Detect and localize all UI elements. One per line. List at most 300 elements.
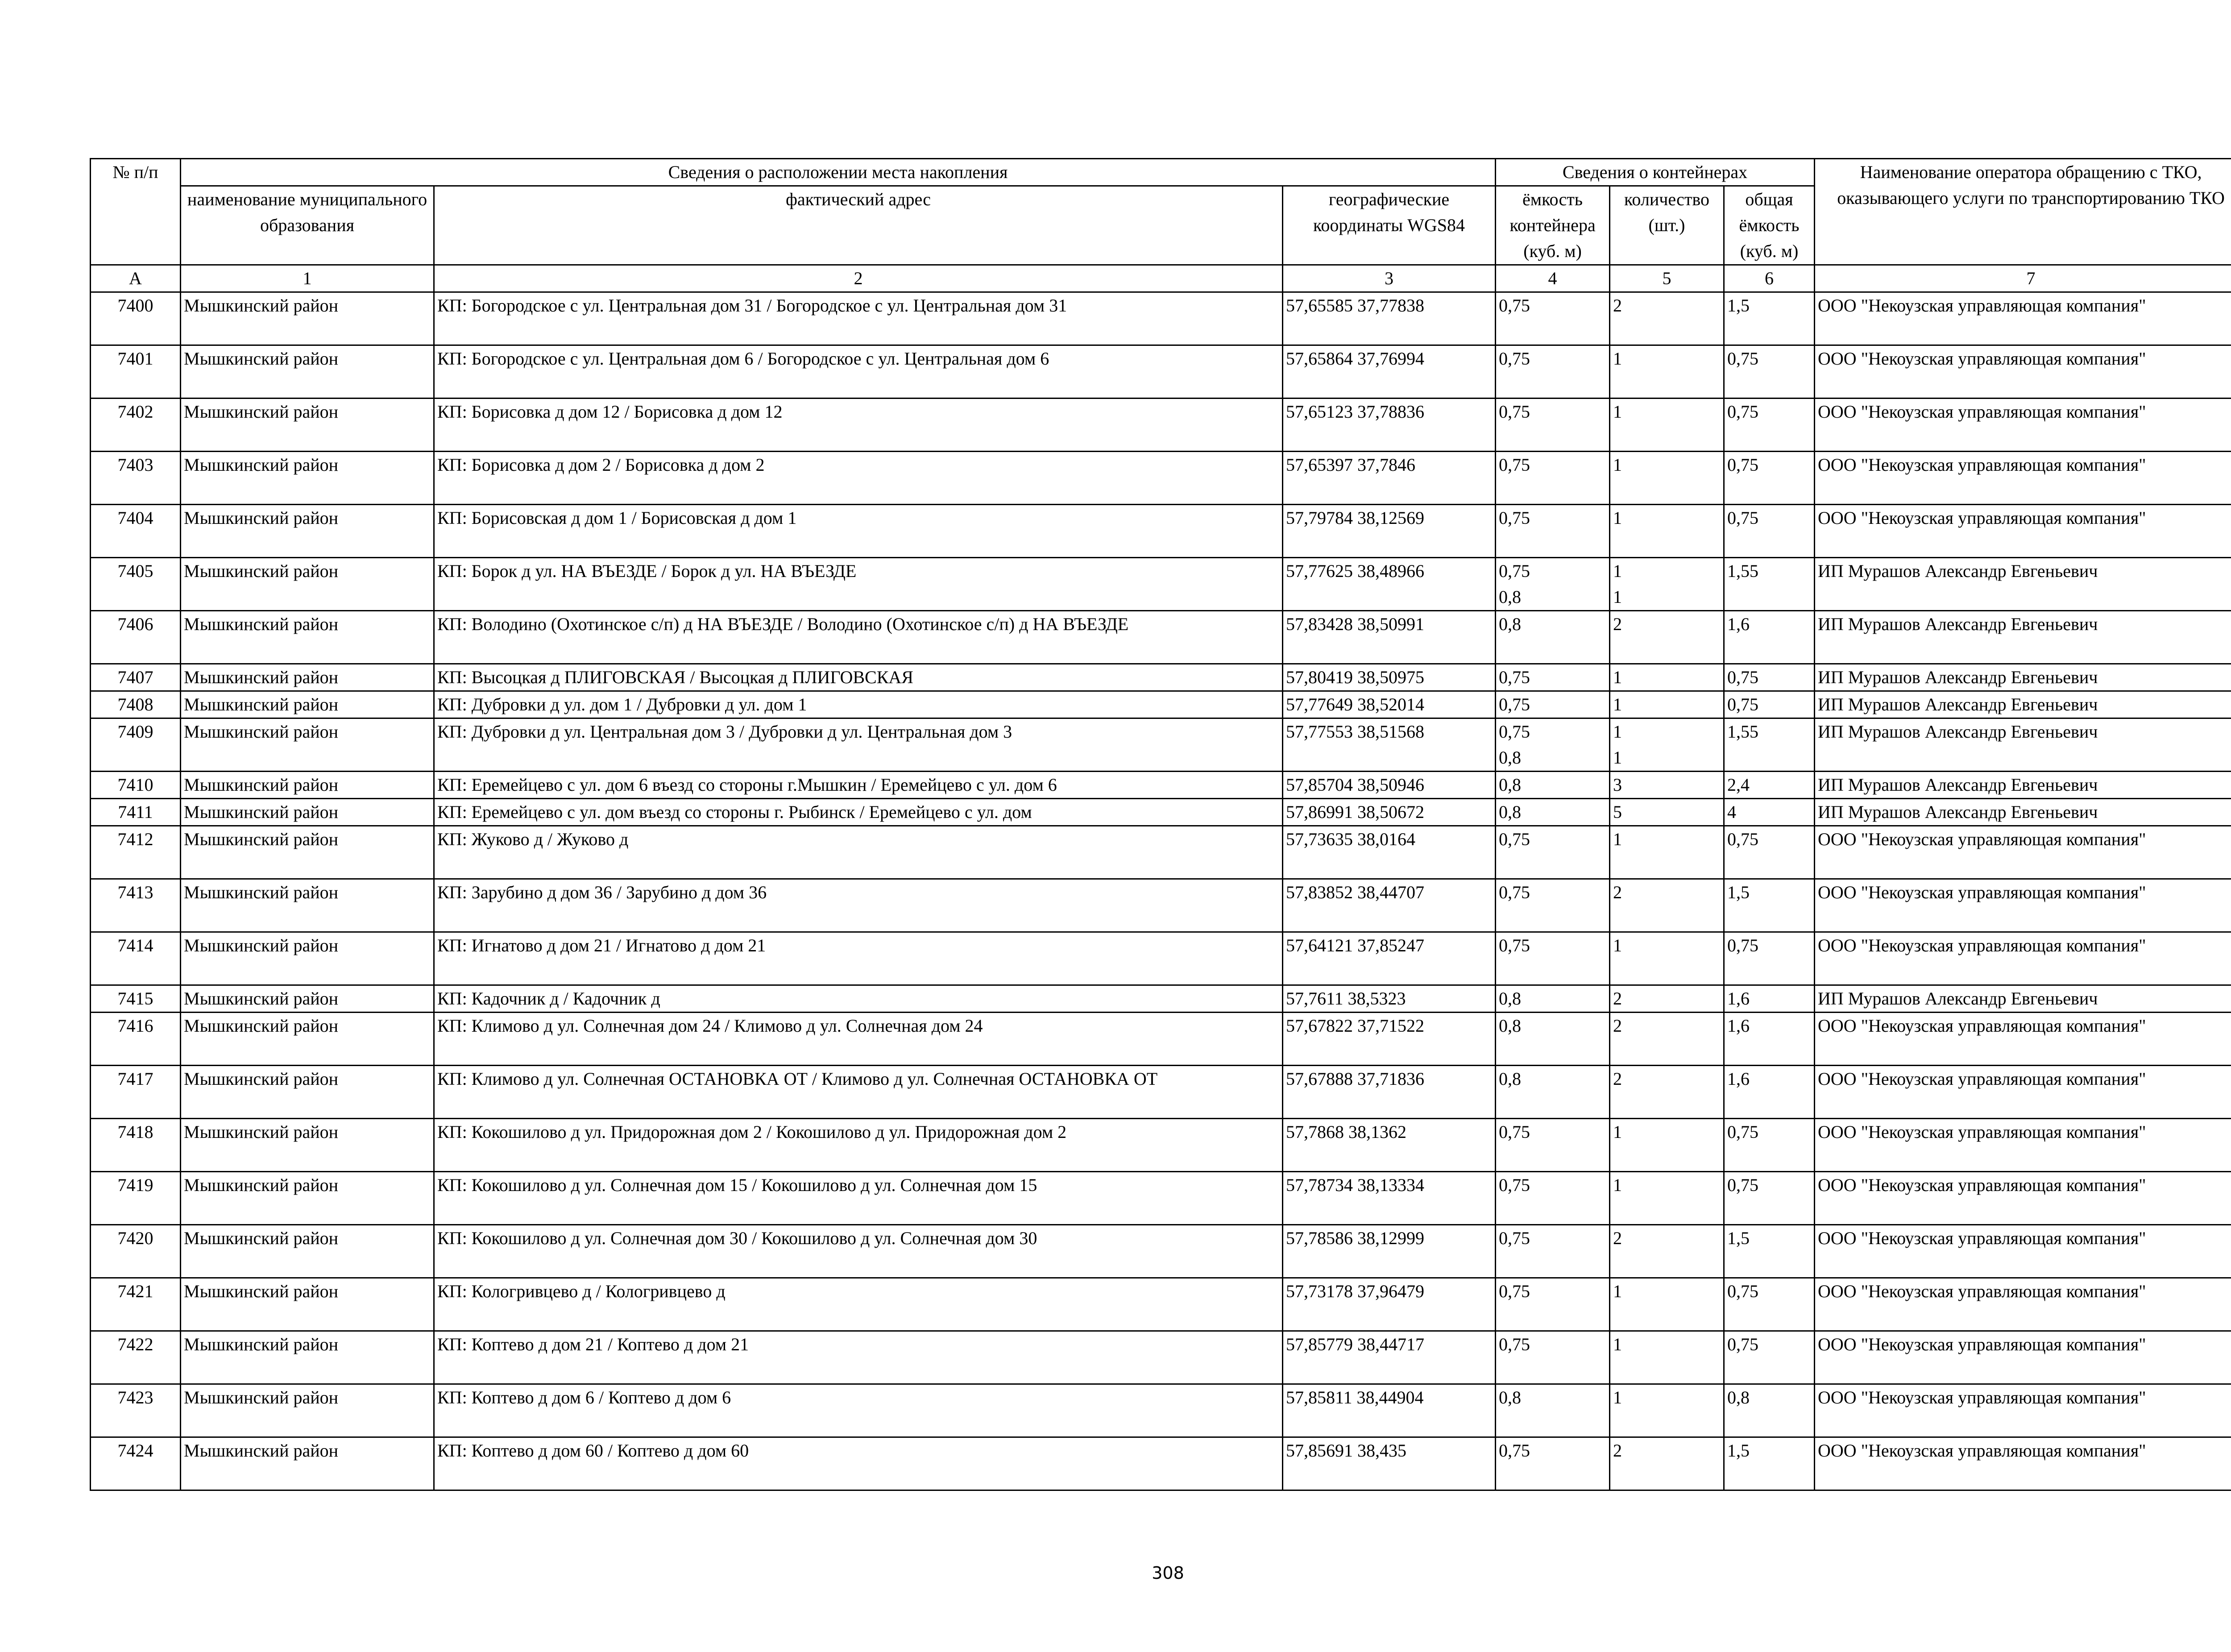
cell-address: КП: Игнатово д дом 21 / Игнатово д дом 21 [434, 932, 1283, 985]
cell-coords: 57,64121 37,85247 [1283, 932, 1496, 985]
cell-operator: ООО "Некоузская управляющая компания" [1815, 1278, 2231, 1331]
table-row [91, 1225, 2231, 1278]
cell-capacity [1496, 1437, 1610, 1490]
cell-capacity [1496, 1013, 1610, 1066]
cell-quantity-line: 1 [1613, 747, 1622, 768]
cell-address: КП: Борисовская д дом 1 / Борисовская д дом 1 [434, 505, 1283, 558]
column-index: 6 [1724, 265, 1815, 292]
cell-num: 7412 [91, 826, 181, 879]
cell-num: 7411 [91, 799, 181, 826]
header-total: общая ёмкость (куб. м) [1724, 186, 1815, 265]
table-row [91, 932, 2231, 985]
table-row [91, 558, 2231, 611]
cell-total: 4 [1724, 799, 1815, 826]
column-index: 5 [1610, 265, 1724, 292]
cell-capacity [1496, 879, 1610, 932]
cell-quantity-line: 2 [1613, 1069, 1622, 1089]
cell-address: КП: Борисовка д дом 2 / Борисовка д дом 2 [434, 452, 1283, 505]
cell-total: 0,75 [1724, 398, 1815, 452]
cell-address: КП: Дубровки д ул. Центральная дом 3 / Дубровки д ул. Центральная дом 3 [434, 718, 1283, 772]
cell-operator: ООО "Некоузская управляющая компания" [1815, 826, 2231, 879]
cell-coords: 57,77625 38,48966 [1283, 558, 1496, 611]
header-num: № п/п [91, 159, 181, 265]
cell-capacity [1496, 452, 1610, 505]
cell-quantity [1610, 292, 1724, 345]
cell-address: КП: Кокошилово д ул. Солнечная дом 15 / Кокошилово д ул. Солнечная дом 15 [434, 1172, 1283, 1225]
cell-total: 2,4 [1724, 772, 1815, 799]
table-row [91, 879, 2231, 932]
page-number: 308 [1152, 1563, 1184, 1583]
cell-operator: ООО "Некоузская управляющая компания" [1815, 932, 2231, 985]
cell-total: 1,6 [1724, 1066, 1815, 1119]
cell-total: 1,6 [1724, 611, 1815, 664]
cell-capacity [1496, 799, 1610, 826]
cell-capacity-line: 0,75 [1499, 1228, 1530, 1248]
cell-quantity [1610, 1013, 1724, 1066]
table-row [91, 799, 2231, 826]
cell-quantity [1610, 505, 1724, 558]
cell-capacity-line: 0,75 [1499, 561, 1530, 581]
cell-quantity-line: 1 [1613, 1387, 1622, 1407]
cell-municipality: Мышкинский район [181, 826, 434, 879]
column-index: 3 [1283, 265, 1496, 292]
cell-quantity [1610, 664, 1724, 691]
cell-capacity [1496, 1119, 1610, 1172]
cell-num: 7418 [91, 1119, 181, 1172]
cell-quantity [1610, 718, 1724, 772]
cell-num: 7417 [91, 1066, 181, 1119]
cell-operator: ИП Мурашов Александр Евгеньевич [1815, 985, 2231, 1013]
cell-municipality: Мышкинский район [181, 1278, 434, 1331]
cell-municipality: Мышкинский район [181, 1119, 434, 1172]
table-row [91, 292, 2231, 345]
cell-capacity-line: 0,75 [1499, 455, 1530, 475]
cell-municipality: Мышкинский район [181, 398, 434, 452]
cell-operator: ИП Мурашов Александр Евгеньевич [1815, 772, 2231, 799]
cell-quantity-line: 2 [1613, 295, 1622, 315]
column-index: 4 [1496, 265, 1610, 292]
cell-total: 1,6 [1724, 985, 1815, 1013]
cell-capacity-line: 0,75 [1499, 935, 1530, 955]
cell-quantity-line: 1 [1613, 402, 1622, 422]
cell-municipality: Мышкинский район [181, 1172, 434, 1225]
cell-num: 7420 [91, 1225, 181, 1278]
cell-quantity [1610, 452, 1724, 505]
cell-capacity [1496, 826, 1610, 879]
cell-total: 1,5 [1724, 1225, 1815, 1278]
cell-quantity-line: 1 [1613, 508, 1622, 528]
table-row [91, 826, 2231, 879]
cell-total: 1,55 [1724, 718, 1815, 772]
cell-address: КП: Кологривцево д / Кологривцево д [434, 1278, 1283, 1331]
cell-municipality: Мышкинский район [181, 718, 434, 772]
cell-num: 7424 [91, 1437, 181, 1490]
cell-operator: ИП Мурашов Александр Евгеньевич [1815, 718, 2231, 772]
cell-capacity [1496, 1225, 1610, 1278]
cell-total: 0,75 [1724, 1172, 1815, 1225]
cell-operator: ООО "Некоузская управляющая компания" [1815, 1066, 2231, 1119]
cell-operator: ИП Мурашов Александр Евгеньевич [1815, 664, 2231, 691]
column-index: 1 [181, 265, 434, 292]
cell-total: 0,75 [1724, 1278, 1815, 1331]
table-row [91, 1066, 2231, 1119]
cell-coords: 57,7611 38,5323 [1283, 985, 1496, 1013]
table-row [91, 1119, 2231, 1172]
cell-num: 7415 [91, 985, 181, 1013]
cell-municipality: Мышкинский район [181, 1437, 434, 1490]
table-row [91, 345, 2231, 398]
cell-capacity [1496, 1331, 1610, 1384]
cell-num: 7422 [91, 1331, 181, 1384]
cell-municipality: Мышкинский район [181, 799, 434, 826]
cell-capacity-line: 0,75 [1499, 1440, 1530, 1461]
header-coords: географические координаты WGS84 [1283, 186, 1496, 265]
cell-municipality: Мышкинский район [181, 985, 434, 1013]
cell-quantity-line: 2 [1613, 1016, 1622, 1036]
cell-coords: 57,85704 38,50946 [1283, 772, 1496, 799]
cell-quantity-line: 1 [1613, 829, 1622, 849]
cell-municipality: Мышкинский район [181, 558, 434, 611]
table-row [91, 611, 2231, 664]
cell-num: 7404 [91, 505, 181, 558]
cell-address: КП: Еремейцево с ул. дом 6 въезд со стороны г.Мышкин / Еремейцево с ул. дом 6 [434, 772, 1283, 799]
cell-quantity-line: 1 [1613, 349, 1622, 369]
cell-capacity-line: 0,75 [1499, 1122, 1530, 1142]
cell-total: 0,75 [1724, 691, 1815, 718]
cell-operator: ООО "Некоузская управляющая компания" [1815, 1225, 2231, 1278]
table-row [91, 1331, 2231, 1384]
cell-quantity-line: 2 [1613, 1228, 1622, 1248]
cell-quantity [1610, 398, 1724, 452]
cell-coords: 57,67822 37,71522 [1283, 1013, 1496, 1066]
cell-num: 7403 [91, 452, 181, 505]
cell-quantity [1610, 611, 1724, 664]
cell-coords: 57,80419 38,50975 [1283, 664, 1496, 691]
cell-num: 7423 [91, 1384, 181, 1437]
cell-capacity [1496, 558, 1610, 611]
cell-num: 7421 [91, 1278, 181, 1331]
table-row [91, 691, 2231, 718]
cell-quantity-line: 2 [1613, 1440, 1622, 1461]
cell-capacity [1496, 1384, 1610, 1437]
cell-operator: ООО "Некоузская управляющая компания" [1815, 398, 2231, 452]
header-address: фактический адрес [434, 186, 1283, 265]
cell-total: 0,75 [1724, 345, 1815, 398]
cell-operator: ООО "Некоузская управляющая компания" [1815, 1437, 2231, 1490]
cell-coords: 57,77553 38,51568 [1283, 718, 1496, 772]
cell-coords: 57,65585 37,77838 [1283, 292, 1496, 345]
cell-num: 7409 [91, 718, 181, 772]
cell-capacity-line: 0,75 [1499, 694, 1530, 714]
cell-capacity-line: 0,8 [1499, 747, 1522, 768]
cell-municipality: Мышкинский район [181, 1066, 434, 1119]
cell-num: 7413 [91, 879, 181, 932]
cell-total: 0,8 [1724, 1384, 1815, 1437]
cell-coords: 57,85811 38,44904 [1283, 1384, 1496, 1437]
cell-num: 7406 [91, 611, 181, 664]
table-row [91, 1437, 2231, 1490]
cell-total: 0,75 [1724, 452, 1815, 505]
cell-operator: ИП Мурашов Александр Евгеньевич [1815, 799, 2231, 826]
cell-municipality: Мышкинский район [181, 772, 434, 799]
cell-quantity-line: 1 [1613, 935, 1622, 955]
cell-capacity [1496, 718, 1610, 772]
cell-coords: 57,65397 37,7846 [1283, 452, 1496, 505]
cell-municipality: Мышкинский район [181, 345, 434, 398]
cell-municipality: Мышкинский район [181, 1331, 434, 1384]
cell-address: КП: Кокошилово д ул. Солнечная дом 30 / Кокошилово д ул. Солнечная дом 30 [434, 1225, 1283, 1278]
table-row [91, 1013, 2231, 1066]
cell-coords: 57,73178 37,96479 [1283, 1278, 1496, 1331]
cell-quantity-line: 1 [1613, 1175, 1622, 1195]
cell-capacity [1496, 772, 1610, 799]
cell-coords: 57,86991 38,50672 [1283, 799, 1496, 826]
cell-address: КП: Кадочник д / Кадочник д [434, 985, 1283, 1013]
cell-municipality: Мышкинский район [181, 1013, 434, 1066]
cell-capacity-line: 0,75 [1499, 402, 1530, 422]
cell-total: 0,75 [1724, 664, 1815, 691]
cell-quantity-line: 2 [1613, 614, 1622, 634]
cell-capacity-line: 0,8 [1499, 587, 1522, 607]
cell-quantity [1610, 1225, 1724, 1278]
cell-quantity-line: 2 [1613, 988, 1622, 1009]
cell-quantity [1610, 1119, 1724, 1172]
cell-capacity-line: 0,75 [1499, 295, 1530, 315]
cell-total: 1,55 [1724, 558, 1815, 611]
cell-capacity-line: 0,8 [1499, 988, 1522, 1009]
cell-quantity [1610, 799, 1724, 826]
cell-capacity [1496, 985, 1610, 1013]
header-containers-group: Сведения о контейнерах [1496, 159, 1815, 186]
cell-quantity [1610, 345, 1724, 398]
header-location-group: Сведения о расположении места накопления [181, 159, 1496, 186]
cell-capacity-line: 0,8 [1499, 614, 1522, 634]
cell-quantity [1610, 985, 1724, 1013]
cell-address: КП: Зарубино д дом 36 / Зарубино д дом 36 [434, 879, 1283, 932]
cell-coords: 57,73635 38,0164 [1283, 826, 1496, 879]
cell-quantity-line: 5 [1613, 802, 1622, 822]
header-municipality: наименование муниципального образования [181, 186, 434, 265]
cell-address: КП: Володино (Охотинское с/п) д НА ВЪЕЗДЕ / Володино (Охотинское с/п) д НА ВЪЕЗДЕ [434, 611, 1283, 664]
cell-quantity-line: 1 [1613, 1122, 1622, 1142]
cell-operator: ООО "Некоузская управляющая компания" [1815, 879, 2231, 932]
cell-capacity-line: 0,75 [1499, 829, 1530, 849]
cell-num: 7407 [91, 664, 181, 691]
cell-total: 1,5 [1724, 1437, 1815, 1490]
cell-address: КП: Высоцкая д ПЛИГОВСКАЯ / Высоцкая д ПЛИГОВСКАЯ [434, 664, 1283, 691]
cell-coords: 57,85691 38,435 [1283, 1437, 1496, 1490]
cell-capacity [1496, 664, 1610, 691]
cell-quantity-line: 1 [1613, 694, 1622, 714]
cell-coords: 57,77649 38,52014 [1283, 691, 1496, 718]
cell-capacity-line: 0,8 [1499, 775, 1522, 795]
cell-quantity [1610, 932, 1724, 985]
cell-num: 7419 [91, 1172, 181, 1225]
cell-quantity [1610, 558, 1724, 611]
cell-operator: ИП Мурашов Александр Евгеньевич [1815, 691, 2231, 718]
cell-address: КП: Кокошилово д ул. Придорожная дом 2 / Кокошилово д ул. Придорожная дом 2 [434, 1119, 1283, 1172]
table-body [91, 292, 2231, 1490]
cell-quantity [1610, 1278, 1724, 1331]
cell-operator: ИП Мурашов Александр Евгеньевич [1815, 611, 2231, 664]
cell-capacity [1496, 345, 1610, 398]
cell-capacity-line: 0,75 [1499, 1334, 1530, 1354]
cell-num: 7405 [91, 558, 181, 611]
cell-quantity-line: 1 [1613, 587, 1622, 607]
table-row [91, 398, 2231, 452]
cell-quantity [1610, 691, 1724, 718]
cell-operator: ООО "Некоузская управляющая компания" [1815, 1331, 2231, 1384]
cell-capacity [1496, 505, 1610, 558]
cell-quantity-line: 1 [1613, 722, 1622, 742]
table-row [91, 772, 2231, 799]
cell-quantity-line: 1 [1613, 561, 1622, 581]
cell-total: 1,5 [1724, 292, 1815, 345]
cell-operator: ООО "Некоузская управляющая компания" [1815, 505, 2231, 558]
cell-coords: 57,67888 37,71836 [1283, 1066, 1496, 1119]
cell-capacity-line: 0,75 [1499, 667, 1530, 687]
cell-capacity [1496, 398, 1610, 452]
cell-address: КП: Климово д ул. Солнечная ОСТАНОВКА ОТ / Климово д ул. Солнечная ОСТАНОВКА ОТ [434, 1066, 1283, 1119]
table-row [91, 1384, 2231, 1437]
cell-num: 7402 [91, 398, 181, 452]
cell-capacity-line: 0,75 [1499, 1281, 1530, 1301]
cell-capacity [1496, 1278, 1610, 1331]
cell-total: 0,75 [1724, 932, 1815, 985]
cell-address: КП: Борок д ул. НА ВЪЕЗДЕ / Борок д ул. НА ВЪЕЗДЕ [434, 558, 1283, 611]
cell-quantity [1610, 1331, 1724, 1384]
cell-total: 0,75 [1724, 826, 1815, 879]
cell-quantity-line: 1 [1613, 1281, 1622, 1301]
cell-address: КП: Еремейцево с ул. дом въезд со стороны г. Рыбинск / Еремейцево с ул. дом [434, 799, 1283, 826]
table-row [91, 505, 2231, 558]
table-row [91, 1278, 2231, 1331]
cell-total: 0,75 [1724, 1331, 1815, 1384]
table-row [91, 1172, 2231, 1225]
cell-quantity [1610, 826, 1724, 879]
cell-quantity [1610, 1384, 1724, 1437]
cell-coords: 57,79784 38,12569 [1283, 505, 1496, 558]
cell-operator: ООО "Некоузская управляющая компания" [1815, 345, 2231, 398]
cell-coords: 57,78734 38,13334 [1283, 1172, 1496, 1225]
cell-capacity-line: 0,75 [1499, 722, 1530, 742]
cell-num: 7410 [91, 772, 181, 799]
cell-coords: 57,83428 38,50991 [1283, 611, 1496, 664]
column-index: А [91, 265, 181, 292]
table-row [91, 452, 2231, 505]
cell-operator: ООО "Некоузская управляющая компания" [1815, 292, 2231, 345]
cell-municipality: Мышкинский район [181, 505, 434, 558]
cell-address: КП: Жуково д / Жуково д [434, 826, 1283, 879]
cell-coords: 57,65864 37,76994 [1283, 345, 1496, 398]
cell-capacity [1496, 691, 1610, 718]
column-index: 7 [1815, 265, 2231, 292]
cell-address: КП: Дубровки д ул. дом 1 / Дубровки д ул. дом 1 [434, 691, 1283, 718]
cell-capacity-line: 0,8 [1499, 1387, 1522, 1407]
cell-total: 1,6 [1724, 1013, 1815, 1066]
cell-quantity [1610, 1437, 1724, 1490]
header-capacity: ёмкость контейнера (куб. м) [1496, 186, 1610, 265]
cell-coords: 57,83852 38,44707 [1283, 879, 1496, 932]
column-index-row [91, 265, 2231, 292]
table-header [91, 159, 2231, 292]
cell-coords: 57,78586 38,12999 [1283, 1225, 1496, 1278]
cell-capacity-line: 0,8 [1499, 1016, 1522, 1036]
cell-address: КП: Борисовка д дом 12 / Борисовка д дом 12 [434, 398, 1283, 452]
cell-operator: ООО "Некоузская управляющая компания" [1815, 1172, 2231, 1225]
cell-municipality: Мышкинский район [181, 1225, 434, 1278]
cell-operator: ООО "Некоузская управляющая компания" [1815, 452, 2231, 505]
cell-quantity-line: 3 [1613, 775, 1622, 795]
cell-coords: 57,65123 37,78836 [1283, 398, 1496, 452]
cell-total: 0,75 [1724, 505, 1815, 558]
cell-municipality: Мышкинский район [181, 611, 434, 664]
cell-address: КП: Богородское с ул. Центральная дом 31 / Богородское с ул. Центральная дом 31 [434, 292, 1283, 345]
cell-address: КП: Коптево д дом 6 / Коптево д дом 6 [434, 1384, 1283, 1437]
cell-coords: 57,7868 38,1362 [1283, 1119, 1496, 1172]
header-quantity: количество (шт.) [1610, 186, 1724, 265]
cell-quantity-line: 1 [1613, 1334, 1622, 1354]
header-operator: Наименование оператора обращению с ТКО, оказывающего услуги по транспортированию ТКО [1815, 159, 2231, 265]
cell-total: 1,5 [1724, 879, 1815, 932]
cell-municipality: Мышкинский район [181, 452, 434, 505]
cell-capacity-line: 0,75 [1499, 1175, 1530, 1195]
cell-num: 7416 [91, 1013, 181, 1066]
cell-quantity [1610, 879, 1724, 932]
cell-num: 7401 [91, 345, 181, 398]
cell-capacity-line: 0,75 [1499, 349, 1530, 369]
cell-municipality: Мышкинский район [181, 292, 434, 345]
cell-operator: ИП Мурашов Александр Евгеньевич [1815, 558, 2231, 611]
cell-capacity [1496, 611, 1610, 664]
cell-municipality: Мышкинский район [181, 664, 434, 691]
cell-quantity-line: 2 [1613, 882, 1622, 902]
table-row [91, 718, 2231, 772]
cell-municipality: Мышкинский район [181, 879, 434, 932]
cell-num: 7414 [91, 932, 181, 985]
cell-capacity-line: 0,8 [1499, 1069, 1522, 1089]
cell-total: 0,75 [1724, 1119, 1815, 1172]
cell-municipality: Мышкинский район [181, 691, 434, 718]
cell-capacity-line: 0,75 [1499, 882, 1530, 902]
column-index: 2 [434, 265, 1283, 292]
cell-municipality: Мышкинский район [181, 1384, 434, 1437]
cell-coords: 57,85779 38,44717 [1283, 1331, 1496, 1384]
cell-capacity [1496, 292, 1610, 345]
cell-address: КП: Коптево д дом 60 / Коптево д дом 60 [434, 1437, 1283, 1490]
cell-num: 7408 [91, 691, 181, 718]
cell-quantity [1610, 1066, 1724, 1119]
cell-quantity-line: 1 [1613, 667, 1622, 687]
cell-capacity-line: 0,75 [1499, 508, 1530, 528]
cell-operator: ООО "Некоузская управляющая компания" [1815, 1119, 2231, 1172]
cell-address: КП: Богородское с ул. Центральная дом 6 / Богородское с ул. Центральная дом 6 [434, 345, 1283, 398]
cell-quantity [1610, 772, 1724, 799]
cell-address: КП: Коптево д дом 21 / Коптево д дом 21 [434, 1331, 1283, 1384]
table-row [91, 664, 2231, 691]
cell-municipality: Мышкинский район [181, 932, 434, 985]
cell-num: 7400 [91, 292, 181, 345]
cell-address: КП: Климово д ул. Солнечная дом 24 / Климово д ул. Солнечная дом 24 [434, 1013, 1283, 1066]
cell-capacity [1496, 932, 1610, 985]
cell-capacity-line: 0,8 [1499, 802, 1522, 822]
cell-capacity [1496, 1172, 1610, 1225]
cell-quantity-line: 1 [1613, 455, 1622, 475]
cell-operator: ООО "Некоузская управляющая компания" [1815, 1384, 2231, 1437]
table-row [91, 985, 2231, 1013]
register-table [90, 158, 2231, 1491]
cell-capacity [1496, 1066, 1610, 1119]
